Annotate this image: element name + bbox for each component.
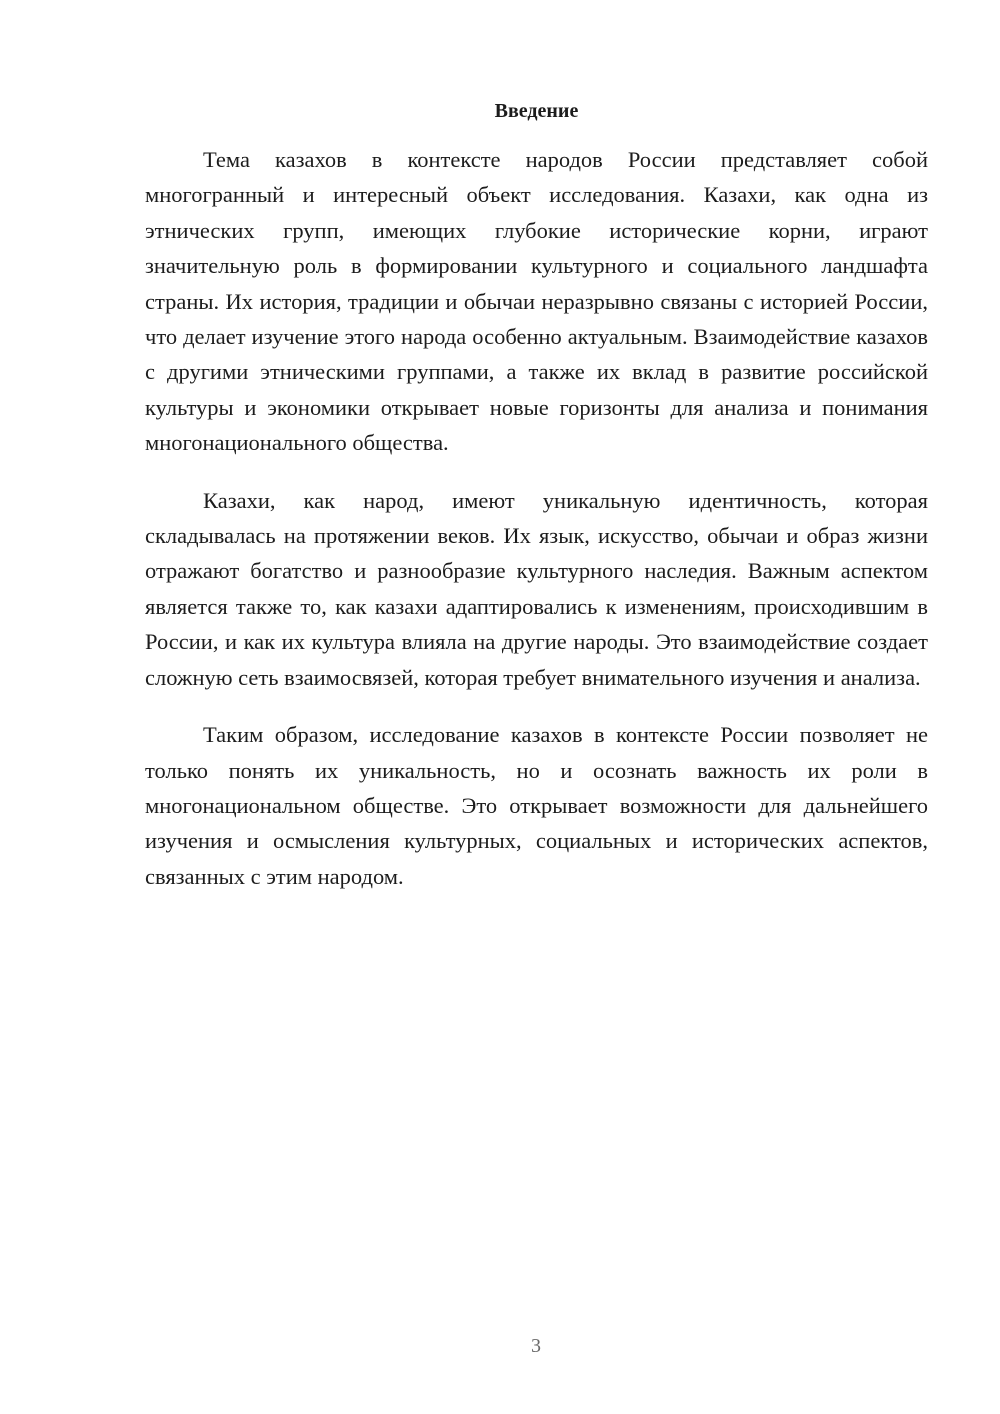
paragraph-1: Тема казахов в контексте народов России представляет собой многогранный и интересный объект исследования. Казахи, как одна из этнических групп, имеющих глубокие исторические корни, играют значительную роль в формировании культурного и социального ландшафта страны. Их история, традиции и обычаи неразрывно связаны с историей России, что делает изучение этого народа особенно актуальным. Взаимодействие казахов с другими этническими группами, а также их вклад в развитие российской культуры и экономики открывает новые горизонты для анализа и понимания многонационального общества. [145, 147, 928, 456]
section-title: Введение [494, 100, 579, 122]
paragraph-2: Казахи, как народ, имеют уникальную идентичность, которая складывалась на протяжении веков. Их язык, искусство, обычаи и образ жизни отражают богатство и разнообразие культурного наследия. Важным аспектом является также то, как казахи адаптировались к изменениям, происходившим в России, и как их культура влияла на другие народы. Это взаимодействие создает сложную сеть взаимосвязей, которая требует внимательного изучения и анализа. [145, 487, 928, 690]
page-number: 3 [531, 1335, 541, 1357]
document-body [145, 96, 928, 916]
paragraph-3: Таким образом, исследование казахов в контексте России позволяет не только понять их уникальность, но и осознать важность их роли в многонациональном обществе. Это открывает возможности для дальнейшего изучения и осмысления культурных, социальных и исторических аспектов, связанных с этим народом. [145, 722, 928, 889]
